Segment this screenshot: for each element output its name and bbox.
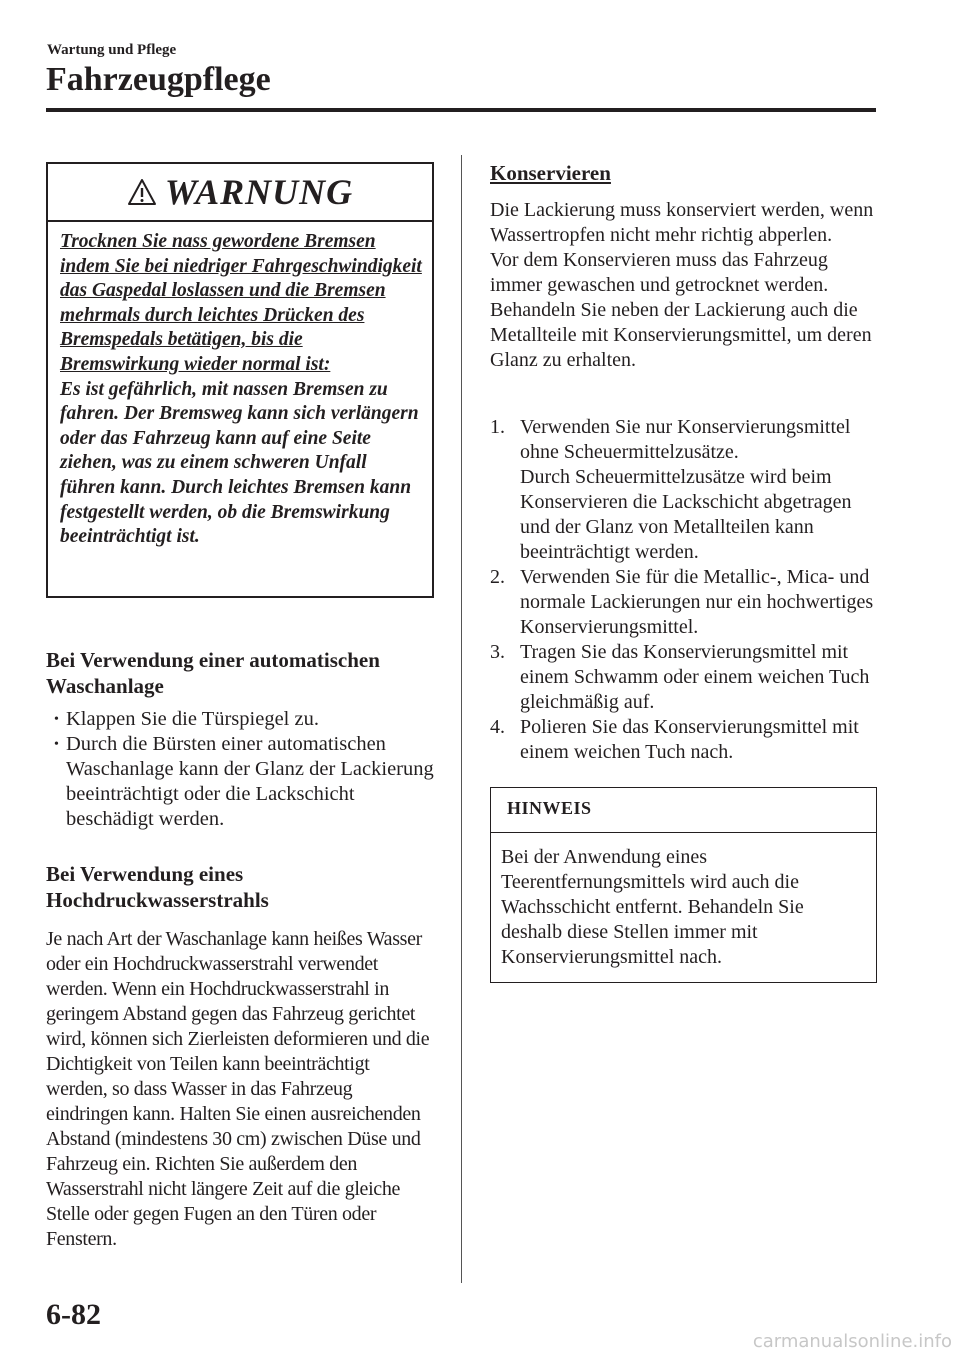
konservieren-intro-2: Vor dem Konservieren muss das Fahrzeug immer gewaschen und getrocknet werden. Behandeln Sie neben der Lackierung auch die Metallteile mit Konservierungsmittel, um deren Glanz zu erhalten. [490, 249, 872, 371]
step-number: 1. [490, 416, 505, 438]
left-column [46, 162, 434, 1252]
warning-triangle-icon [127, 178, 157, 206]
step-number: 4. [490, 716, 505, 738]
list-item [490, 715, 877, 765]
list-item: • Klappen Sie die Türspiegel zu. [46, 707, 434, 732]
pressure-wash-text: Je nach Art der Waschanlage kann heißes Wasser oder ein Hochdruckwasserstrahl verwendet werden. Wenn ein Hochdruckwasserstrahl in geringem Abstand gegen das Fahrzeug gerichtet wird, können sich Zierleisten deformieren und die Dichtigkeit von Teilen kann beeinträchtigt werden, so dass Wasser in das Fahrzeug eindringen kann. Halten Sie einen ausreichenden Abstand (mindestens 30 cm) zwischen Düse und Fahrzeug ein. Richten Sie außerdem den Wasserstrahl nicht längere Zeit auf die gleiche Stelle oder gegen Fugen an den Türen oder Fenstern. [46, 928, 430, 1250]
step-number: 3. [490, 641, 505, 663]
konservieren-intro [490, 198, 877, 373]
list-item: • Durch die Bürsten einer automatischen Waschanlage kann der Glanz der Lackierung beeinträchtigt oder die Lackschicht beschädigt werden. [46, 732, 434, 832]
section-label: Wartung und Pflege [47, 42, 177, 58]
column-divider [461, 155, 462, 1283]
list-item [490, 415, 877, 565]
watermark: carmanualsonline.info [752, 1331, 952, 1352]
warning-instruction: Trocknen Sie nass gewordene Bremsen indem Sie bei niedriger Fahrgeschwindigkeit das Gaspedal loslassen und die Bremsen mehrmals durch leichtes Drücken des Bremspedals betätigen, bis die Bremswirkung wieder normal ist: [60, 231, 422, 375]
list-item [490, 640, 877, 715]
warning-title: WARNUNG [164, 172, 354, 212]
right-column [490, 160, 877, 983]
konservieren-intro-1: Die Lackierung muss konserviert werden, wenn Wassertropfen nicht mehr richtig abperlen. [490, 199, 874, 246]
warning-body [48, 222, 432, 550]
list-item [490, 565, 877, 640]
step-text: Verwenden Sie nur Konservierungsmittel ohne Scheuermittelzusätze. [520, 416, 851, 463]
title-rule [46, 108, 876, 112]
hint-text: Bei der Anwendung eines Teerentfernungsmittels wird auch die Wachsschicht entfernt. Behandeln Sie deshalb diese Stellen immer mit Konservierungsmittel nach. [501, 846, 804, 968]
hint-title: HINWEIS [491, 788, 876, 833]
warning-text: Es ist gefährlich, mit nassen Bremsen zu fahren. Der Bremsweg kann sich verlängern oder das Fahrzeug kann auf eine Seite ziehen, was zu einem schweren Unfall führen kann. Durch leichtes Bremsen kann festgestellt werden, ob die Bremswirkung beeinträchtigt ist. [60, 378, 419, 548]
automatic-wash-list [46, 707, 434, 832]
warning-box [46, 162, 434, 598]
page-number: 6-82 [46, 1298, 101, 1331]
step-extra: Durch Scheuermittelzusätze wird beim Konservieren die Lackschicht abgetragen und der Glanz von Metallteilen kann beeinträchtigt werden. [520, 466, 852, 563]
pressure-wash-heading: Bei Verwendung eines Hochdruckwasserstrahls [46, 862, 269, 912]
hint-box [490, 787, 877, 983]
warning-header [48, 164, 432, 222]
konservieren-steps [490, 415, 877, 765]
page-title: Fahrzeugpflege [46, 61, 271, 98]
step-text: Verwenden Sie für die Metallic-, Mica- und normale Lackierungen nur ein hochwertiges Konservierungsmittel. [520, 566, 874, 638]
step-text: Polieren Sie das Konservierungsmittel mit einem weichen Tuch nach. [520, 716, 859, 763]
step-number: 2. [490, 566, 505, 588]
step-text: Tragen Sie das Konservierungsmittel mit einem Schwamm oder einem weichen Tuch gleichmäßig auf. [520, 641, 870, 713]
automatic-wash-heading: Bei Verwendung einer automatischen Waschanlage [46, 648, 380, 698]
konservieren-heading: Konservieren [490, 161, 611, 185]
